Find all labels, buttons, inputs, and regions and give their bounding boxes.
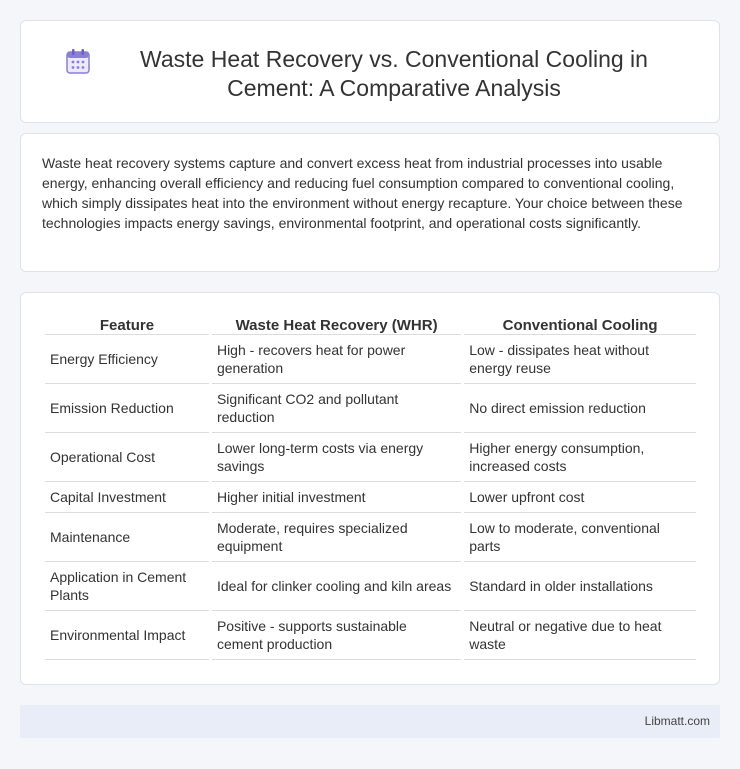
comparison-table (42, 313, 699, 660)
table-row (45, 513, 696, 562)
footer (20, 705, 720, 738)
row-feature: Operational Cost (45, 433, 209, 482)
table-row (45, 611, 696, 660)
intro-card (20, 133, 720, 272)
row-whr: Moderate, requires specialized equipment (212, 513, 461, 562)
row-whr: High - recovers heat for power generation (212, 335, 461, 384)
table-header-row (45, 313, 696, 335)
row-conventional: Lower upfront cost (464, 482, 696, 513)
row-feature: Capital Investment (45, 482, 209, 513)
row-conventional: Higher energy consumption, increased costs (464, 433, 696, 482)
table-row (45, 384, 696, 433)
row-whr: Higher initial investment (212, 482, 461, 513)
table-row (45, 335, 696, 384)
table-row (45, 433, 696, 482)
row-whr: Lower long-term costs via energy savings (212, 433, 461, 482)
header-whr: Waste Heat Recovery (WHR) (212, 313, 461, 335)
calendar-icon (66, 48, 90, 74)
row-feature: Maintenance (45, 513, 209, 562)
row-whr: Ideal for clinker cooling and kiln areas (212, 562, 461, 611)
row-conventional: Neutral or negative due to heat waste (464, 611, 696, 660)
header-conventional: Conventional Cooling (464, 313, 696, 335)
row-conventional: Standard in older installations (464, 562, 696, 611)
row-feature: Application in Cement Plants (45, 562, 209, 611)
row-feature: Energy Efficiency (45, 335, 209, 384)
table-row (45, 482, 696, 513)
comparison-card (20, 292, 720, 685)
row-whr: Positive - supports sustainable cement production (212, 611, 461, 660)
title-row (21, 21, 719, 103)
row-feature: Environmental Impact (45, 611, 209, 660)
table-row (45, 562, 696, 611)
page-title: Waste Heat Recovery vs. Conventional Cooling in Cement: A Comparative Analysis (140, 46, 648, 101)
row-feature: Emission Reduction (45, 384, 209, 433)
row-whr: Significant CO2 and pollutant reduction (212, 384, 461, 433)
header-feature: Feature (45, 313, 209, 335)
row-conventional: Low to moderate, conventional parts (464, 513, 696, 562)
row-conventional: No direct emission reduction (464, 384, 696, 433)
footer-site-link[interactable]: Libmatt.com (644, 714, 710, 728)
intro-paragraph: Waste heat recovery systems capture and convert excess heat from industrial processes into usable energy, enhancing overall efficiency and reducing fuel consumption compared to conventional cooling, which simply dissipates heat into the environment without energy recapture. Your choice between these technologies impacts energy savings, environmental footprint, and operational costs significantly. (42, 155, 683, 231)
title-card (20, 20, 720, 123)
row-conventional: Low - dissipates heat without energy reuse (464, 335, 696, 384)
